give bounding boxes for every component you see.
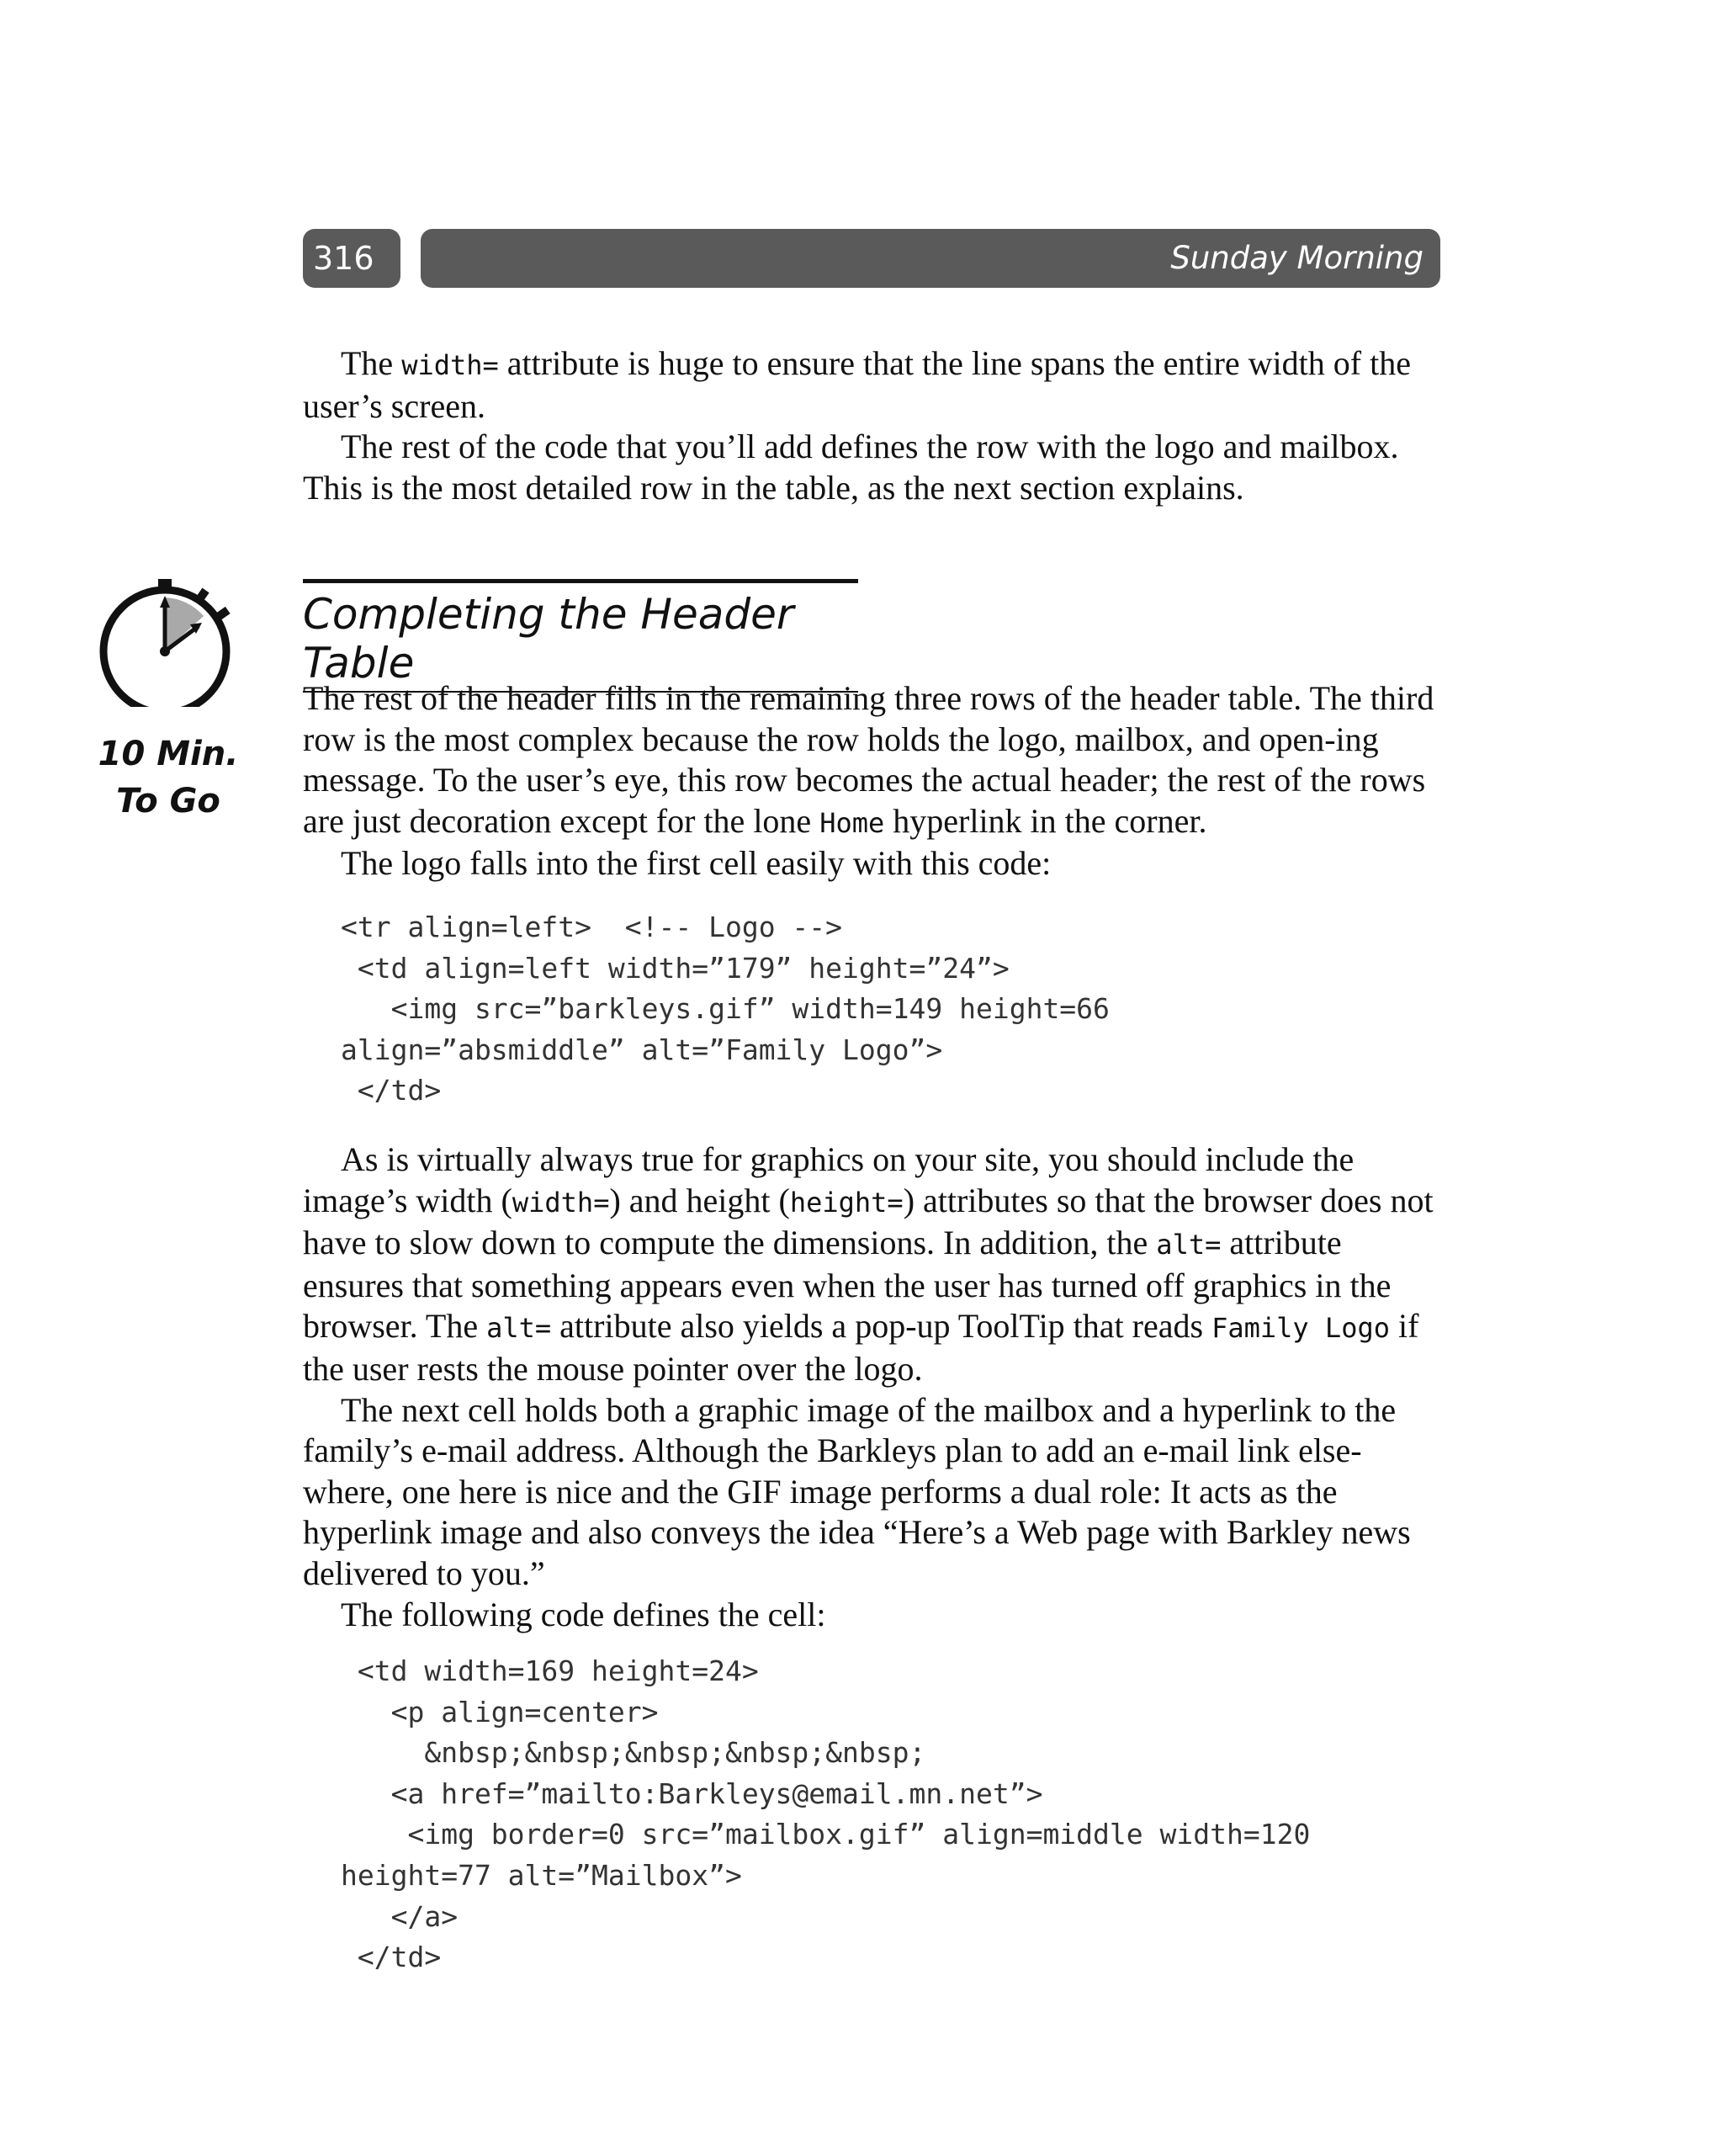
inline-code: alt= (486, 1312, 552, 1345)
inline-code: Family Logo (1211, 1312, 1390, 1345)
section-heading: Completing the Header Table (303, 579, 858, 693)
intro-paragraph-1: The width= attribute is huge to ensure that the line spans the entire width of the user’s screen. (303, 344, 1411, 425)
inline-code: width= (512, 1186, 610, 1219)
code-block-mailbox: <td width=169 height=24> <p align=center> &nbsp;&nbsp;&nbsp;&nbsp;&nbsp; <a href=”mailto:Barkleys@email.mn.net”> <img border=0 src=”mailbox.gif” align=middle width=120 height=77 alt=”Mailbox”> </a> </td> (341, 1654, 1311, 1974)
running-header: Sunday Morning (421, 229, 1440, 288)
section-paragraph-4: The next cell holds both a graphic image of the mailbox and a hyperlink to the family’s e-mail address. Although the Barkleys plan to add an e-mail link else-where, one here is nice and the GIF image performs a dual role: It acts as the hyperlink image and also conveys the idea “Here’s a Web page with Barkley news delivered to you.” (303, 1390, 1411, 1592)
intro-text (303, 343, 1443, 508)
code-block-logo: <tr align=left> <!-- Logo --> <td align=left width=”179” height=”24”> <img src=”barkleys.gif” width=149 height=66 align=”absmiddle” alt=”Family Logo”> </td> (341, 911, 1110, 1107)
section-paragraph-5: The following code defines the cell: (341, 1595, 826, 1633)
stopwatch-icon (94, 572, 237, 707)
section-text-1 (303, 678, 1443, 884)
section-paragraph-3: As is virtually always true for graphics on your site, you should include the image’s width (width=) and height (height=) attributes so that the browser does not have to slow down to compute the dimensions. In addition, the alt= attribute ensures that something appears even when the user has turned off graphics in the browser. The alt= attribute also yields a pop-up ToolTip that reads Family Logo if the user rests the mouse pointer over the logo. (303, 1140, 1434, 1388)
inline-code: Home (819, 806, 885, 839)
section-text-2 (303, 1139, 1443, 1635)
page-number: 316 (303, 229, 400, 288)
inline-code: width= (401, 349, 499, 381)
section-paragraph-1: The rest of the header fills in the remaining three rows of the header table. The third row is the most complex because the row holds the logo, mailbox, and open-ing message. To the user’s eye, this row becomes the actual header; the rest of the rows are just decoration except for the lone Home hyperlink in the corner. (303, 679, 1434, 840)
intro-paragraph-2: The rest of the code that you’ll add defines the row with the logo and mailbox. This is the most detailed row in the table, as the next section explains. (303, 427, 1399, 507)
inline-code: height= (789, 1186, 904, 1219)
inline-code: alt= (1156, 1229, 1222, 1261)
time-remaining-label (84, 730, 252, 825)
section-paragraph-2: The logo falls into the first cell easily with this code: (341, 844, 1052, 883)
time-remaining-line-2: To Go (116, 782, 220, 820)
time-remaining-line-1: 10 Min. (98, 735, 239, 773)
